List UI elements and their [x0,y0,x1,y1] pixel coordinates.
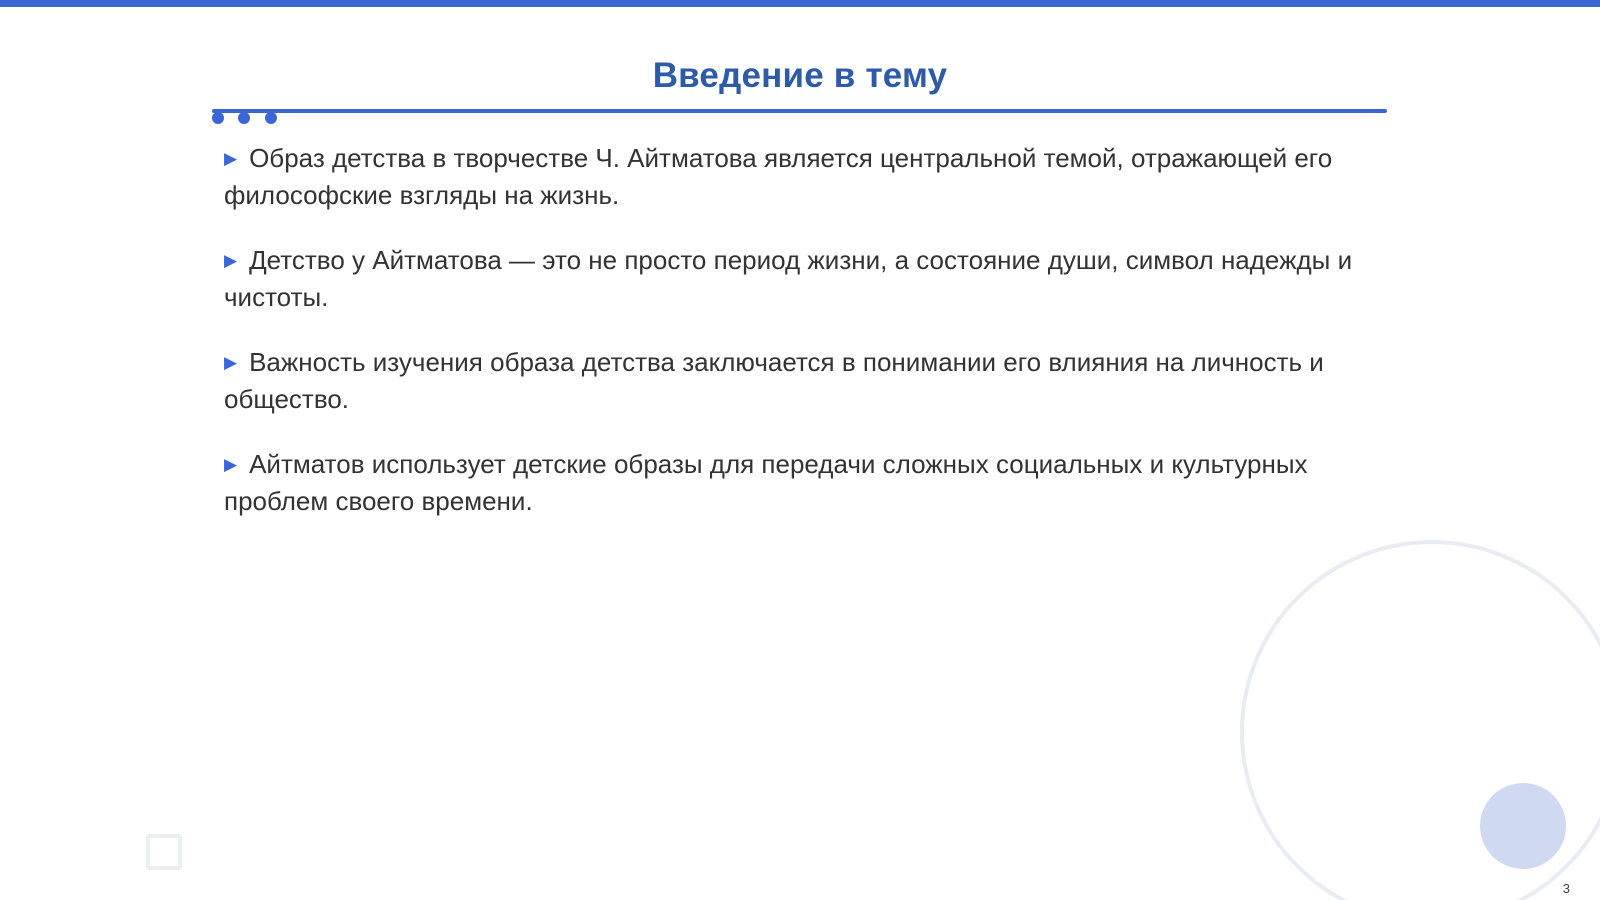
bullet-arrow-icon: ▶ [224,251,238,270]
bullet-item [224,140,1384,213]
title-underline [212,109,1387,113]
bullet-item [224,242,1384,315]
bullet-arrow-icon: ▶ [224,149,238,168]
bullet-item [224,344,1384,417]
bullet-text: Важность изучения образа детства заключается в понимании его влияния на личность и общество. [224,347,1324,414]
bullet-arrow-icon: ▶ [224,455,238,474]
decorative-ball [1480,783,1566,869]
bullet-arrow-icon: ▶ [224,353,238,372]
decorative-dot [212,112,224,124]
page-number: 3 [1562,881,1570,896]
bullet-text: Детство у Айтматова — это не просто период жизни, а состояние души, символ надежды и чистоты. [224,245,1353,312]
decorative-square [146,834,182,870]
bullet-list [224,140,1384,548]
decorative-dot [265,112,277,124]
bullet-text: Айтматов использует детские образы для передачи сложных социальных и культурных проблем своего времени. [224,449,1308,516]
bullet-item [224,446,1384,519]
top-accent-bar [0,0,1600,7]
bullet-text: Образ детства в творчестве Ч. Айтматова является центральной темой, отражающей его философские взгляды на жизнь. [224,143,1333,210]
decorative-dot [238,112,250,124]
slide-title: Введение в тему [652,56,948,95]
